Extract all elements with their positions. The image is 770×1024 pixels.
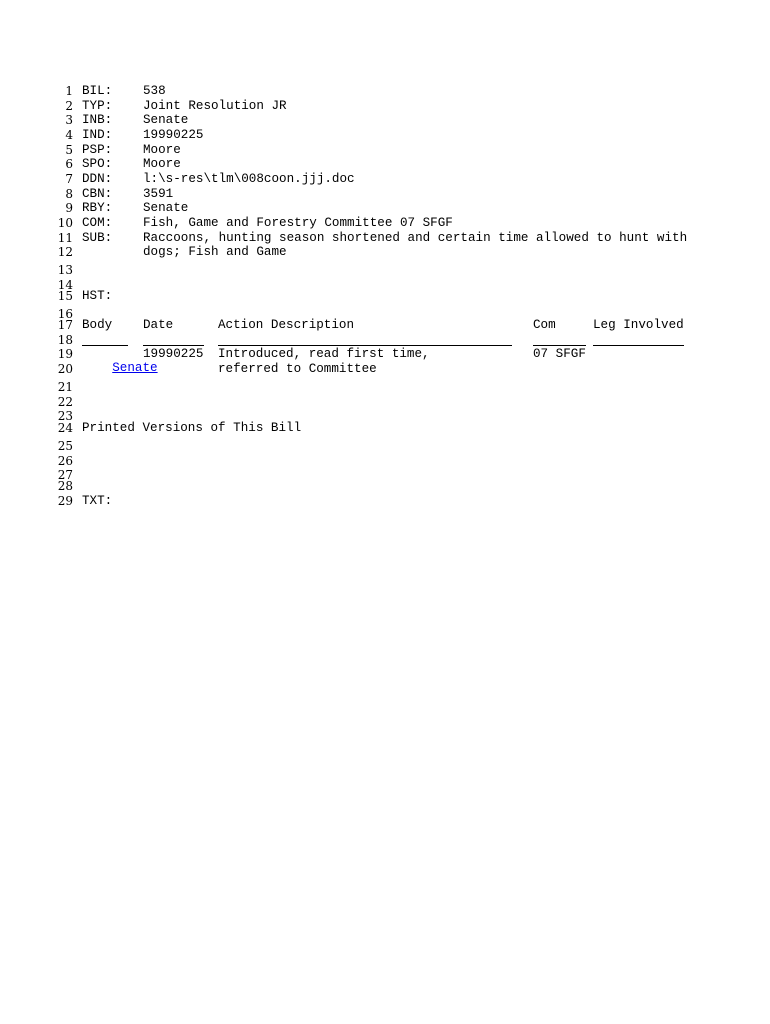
field-value-rby: Senate: [143, 201, 189, 215]
history-header-body: Body: [82, 318, 113, 332]
field-label-typ: TYP:: [82, 99, 113, 113]
line-number: 24: [57, 421, 73, 435]
line-number: 18: [57, 333, 73, 347]
line-number: 15: [57, 289, 73, 303]
history-header-leg: Leg Involved: [593, 318, 684, 332]
line-number: 2: [65, 99, 73, 113]
field-value-spo: Moore: [143, 157, 181, 171]
header-divider: [218, 345, 512, 346]
line-number: 13: [57, 263, 73, 277]
field-value-psp: Moore: [143, 143, 181, 157]
line-number: 1: [65, 84, 73, 98]
field-label-rby: RBY:: [82, 201, 113, 215]
line-number: 5: [65, 143, 73, 157]
line-number: 7: [65, 172, 73, 186]
field-label-spo: SPO:: [82, 157, 113, 171]
senate-link[interactable]: Senate: [112, 361, 158, 375]
line-number: 26: [57, 454, 73, 468]
field-value-ind: 19990225: [143, 128, 204, 142]
line-number: 6: [65, 157, 73, 171]
field-value-bil: 538: [143, 84, 166, 98]
field-value-sub-line1: Raccoons, hunting season shortened and certain time allowed to hunt with: [143, 231, 688, 245]
history-row-action-line1: Introduced, read first time,: [218, 347, 430, 361]
field-label-inb: INB:: [82, 113, 113, 127]
printed-versions-heading: Printed Versions of This Bill: [82, 421, 302, 435]
line-number: 9: [65, 201, 73, 215]
history-header-date: Date: [143, 318, 174, 332]
line-number: 17: [57, 318, 73, 332]
field-value-com: Fish, Game and Forestry Committee 07 SFGF: [143, 216, 453, 230]
field-value-typ: Joint Resolution JR: [143, 99, 287, 113]
line-number: 22: [57, 395, 73, 409]
line-number: 19: [57, 347, 73, 361]
history-header-com: Com: [533, 318, 556, 332]
field-label-cbn: CBN:: [82, 187, 113, 201]
field-label-bil: BIL:: [82, 84, 113, 98]
field-label-ind: IND:: [82, 128, 113, 142]
line-number: 29: [57, 494, 73, 508]
line-number: 14: [57, 278, 73, 292]
header-divider: [533, 345, 586, 346]
field-value-cbn: 3591: [143, 187, 174, 201]
line-number: 11: [57, 231, 73, 245]
line-number: 10: [57, 216, 73, 230]
history-row-action-line2: referred to Committee: [218, 362, 377, 376]
line-number: 8: [65, 187, 73, 201]
line-number: 27: [57, 468, 73, 482]
history-row-date: 19990225: [143, 347, 204, 361]
line-number: 3: [65, 113, 73, 127]
line-number: 12: [57, 245, 73, 259]
history-label: HST:: [82, 289, 113, 303]
field-label-sub: SUB:: [82, 231, 113, 245]
history-header-action: Action Description: [218, 318, 355, 332]
field-value-ddn: l:\s-res\tlm\008coon.jjj.doc: [143, 172, 355, 186]
header-divider: [143, 345, 204, 346]
header-divider: [82, 345, 128, 346]
field-label-ddn: DDN:: [82, 172, 113, 186]
line-number: 21: [57, 380, 73, 394]
line-number: 25: [57, 439, 73, 453]
line-number: 16: [57, 307, 73, 321]
line-number: 4: [65, 128, 73, 142]
field-label-com: COM:: [82, 216, 113, 230]
history-row-com: 07 SFGF: [533, 347, 586, 361]
field-value-sub-line2: dogs; Fish and Game: [143, 245, 287, 259]
field-label-psp: PSP:: [82, 143, 113, 157]
field-value-inb: Senate: [143, 113, 189, 127]
txt-label: TXT:: [82, 494, 113, 508]
line-number: 28: [57, 479, 73, 493]
line-number: 20: [57, 362, 73, 376]
line-number: 23: [57, 409, 73, 423]
header-divider: [593, 345, 684, 346]
